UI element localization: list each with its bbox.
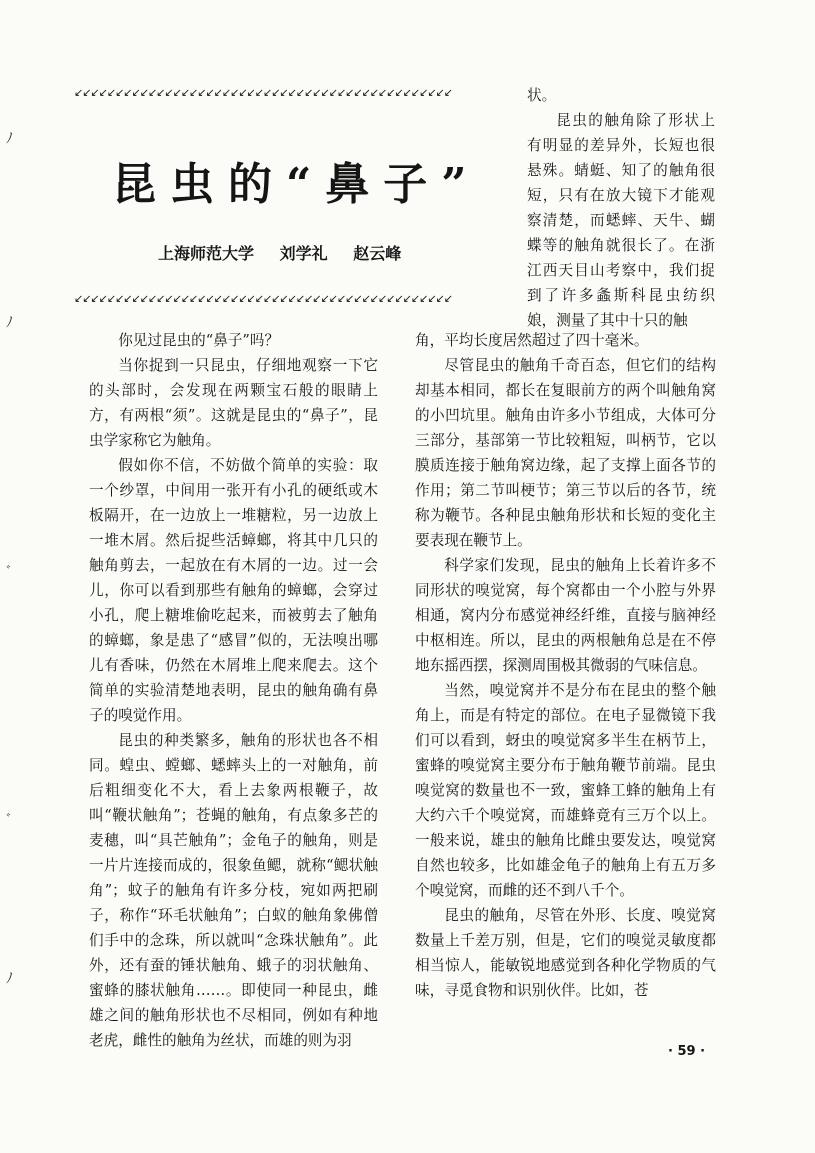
top-ornament-rule: ↙↙↙↙↙↙↙↙↙↙↙↙↙↙↙↙↙↙↙↙↙↙↙↙↙↙↙↙↙↙↙↙↙↙↙↙↙↙↙↙↙↙↙↙↙↙ bbox=[74, 86, 452, 99]
paragraph: 昆虫的触角，尽管在外形、长度、嗅觉窝数量上千差万别，但是，它们的嗅觉灵敏度都相当惊人，能敏锐地感觉到各种化学物质的气味，寻觅食物和识别伙伴。比如，苍 bbox=[415, 907, 716, 999]
paragraph: 科学家们发现，昆虫的触角上长着许多不同形状的嗅觉窝，每个窝都由一个小腔与外界相通，窝内分布感觉神经纤维，直接与脑神经中枢相连。所以，昆虫的两根触角总是在不停地东摇西摆，探测周围极其微弱的气味信息。 bbox=[415, 557, 716, 674]
article-title: 昆虫的“鼻子” bbox=[112, 159, 481, 211]
author-name: 赵云峰 bbox=[353, 244, 402, 263]
paragraph: 昆虫的种类繁多，触角的形状也各不相同。蝗虫、螳螂、蟋蟀头上的一对触角，前后粗细变化不大，看上去象两根鞭子，故叫“鞭状触角”；苍蝇的触角，有点象多芒的麦穗，叫“具芒触角”；金龟子的触角，则是一片片连接而成的，很象鱼鳃，就称“鳃状触角”；蚊子的触角有许多分枝，宛如两把刷子，称作“环毛状触角”；白蚁的触角象佛僧们手中的念珠，所以就叫“念珠状触角”。此外，还有蚕的锤状触角、蛾子的羽状触角、蜜蜂的膝状触角……。即使同一种昆虫，雌雄之间的触角形状也不尽相同，例如有种地老虎，雌性的触角为丝状，而雄的则为羽 bbox=[89, 732, 378, 1049]
affiliation: 上海师范大学 bbox=[158, 244, 255, 263]
paragraph: 角，平均长度居然超过了四十毫米。 bbox=[415, 332, 649, 349]
paragraph: 假如你不信，不妨做个简单的实验：取一个纱罩，中间用一张开有小孔的硬纸或木板隔开，在一边放上一堆糖粒，另一边放上一堆木屑。然后捉些活蟑螂，将其中几只的触角剪去，一起放在有木屑的一边。过一会儿，你可以看到那些有触角的蟑螂，会穿过小孔，爬上糖堆偷吃起来，而被剪去了触角的蟑螂，象是患了“感冒”似的，无法嗅出哪儿有香味，仍然在木屑堆上爬来爬去。这个简单的实验清楚地表明，昆虫的触角确有鼻子的嗅觉作用。 bbox=[89, 457, 378, 724]
byline bbox=[158, 241, 421, 264]
paragraph: 状。 bbox=[527, 87, 557, 104]
author-name: 刘学礼 bbox=[279, 244, 328, 263]
left-column bbox=[89, 328, 378, 1053]
paragraph: 当然，嗅觉窝并不是分布在昆虫的整个触角上，而是有特定的部位。在电子显微镜下我们可以看到，蚜虫的嗅觉窝多半生在柄节上，蜜蜂的嗅觉窝主要分布于触角鞭节前端。昆虫嗅觉窝的数量也不一致，蜜蜂工蜂的触角上有大约六千个嗅觉窝，而雄蜂竟有三万个以上。一般来说，雄虫的触角比雌虫要发达，嗅觉窝自然也较多，比如雄金龟子的触角上有五万多个嗅觉窝，而雌的还不到八千个。 bbox=[415, 682, 716, 899]
margin-mark: ﾞ bbox=[6, 565, 13, 581]
margin-mark: ﾉ bbox=[6, 131, 13, 147]
paragraph: 你见过昆虫的“鼻子”吗？ bbox=[118, 332, 280, 349]
margin-mark: ﾉ bbox=[6, 971, 13, 987]
paragraph: 昆虫的触角除了形状上有明显的差异外，长短也很悬殊。蜻蜓、知了的触角很短，只有在放大镜下才能观察清楚，而蟋蟀、天牛、蝴蝶等的触角就很长了。在浙江西天目山考察中，我们捉到了许多螽斯科昆虫纺织娘，测量了其中十只的触 bbox=[527, 112, 715, 329]
right-column bbox=[415, 328, 716, 1003]
margin-mark: ﾞ bbox=[6, 813, 13, 829]
paragraph: 尽管昆虫的触角千奇百态，但它们的结构却基本相同，都长在复眼前方的两个叫触角窝的小凹坑里。触角由许多小节组成，大体可分三部分，基部第一节比较粗短，叫柄节，它以膜质连接于触角窝边缘，起了支撑上面各节的作用；第二节叫梗节；第三节以后的各节，统称为鞭节。各种昆虫触角形状和长短的变化主要表现在鞭节上。 bbox=[415, 357, 716, 549]
paragraph: 当你捉到一只昆虫，仔细地观察一下它的头部时，会发现在两颗宝石般的眼睛上方，有两根“须”。这就是昆虫的“鼻子”，昆虫学家称它为触角。 bbox=[89, 357, 378, 449]
right-column-top bbox=[527, 83, 715, 333]
margin-mark: ﾉ bbox=[6, 315, 13, 331]
page-number: · 59 · bbox=[668, 1044, 706, 1059]
bottom-ornament-rule: ↙↙↙↙↙↙↙↙↙↙↙↙↙↙↙↙↙↙↙↙↙↙↙↙↙↙↙↙↙↙↙↙↙↙↙↙↙↙↙↙↙↙↙↙↙↙ bbox=[74, 292, 452, 305]
